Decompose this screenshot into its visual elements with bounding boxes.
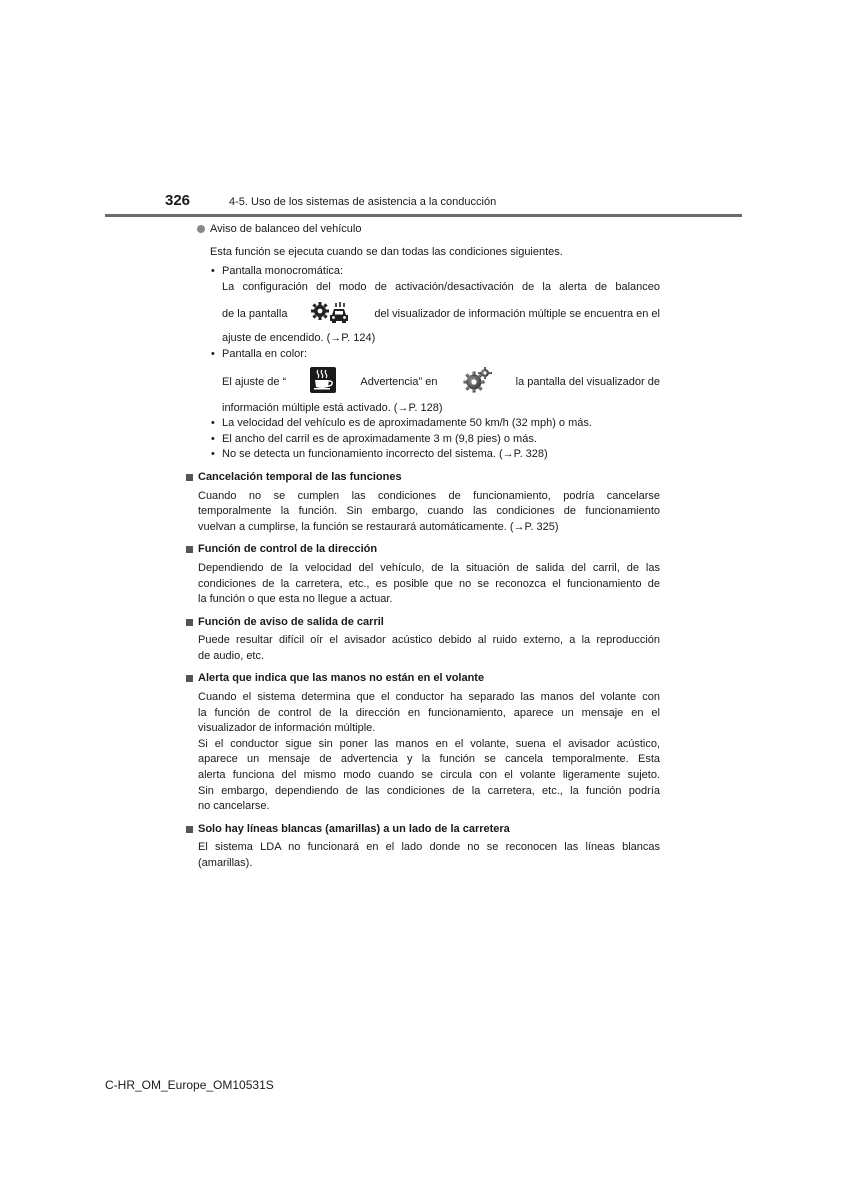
section-body-steering-control: Dependiendo de la velocidad del vehículo, de la situación de salida del carril, de las condiciones de la carretera, etc., es posible que no se reconozca el funcionamiento de la función o que esta no llegue a actuar. xyxy=(198,561,660,606)
list-item: • Pantalla monocromática: xyxy=(211,265,344,278)
color-icon-line xyxy=(222,365,660,401)
subsection-heading xyxy=(197,222,660,238)
coffee-cup-icon xyxy=(310,367,336,399)
color-word-3: la pantalla del visualizador de xyxy=(515,375,660,388)
color-label: Pantalla en color: xyxy=(222,347,307,360)
square-bullet-icon xyxy=(186,546,193,553)
list-item: • El ancho del carril es de aproximadamente 3 m (9,8 pies) o más. xyxy=(211,432,537,445)
mono-line-2-pre: de la pantalla xyxy=(222,307,288,320)
mono-icon-line xyxy=(222,299,660,329)
color-word-2: Advertencia” en xyxy=(360,375,438,388)
list-item: • La velocidad del vehículo es de aproximadamente 50 km/h (32 mph) o más. xyxy=(211,417,592,430)
subsection-title: Aviso de balanceo del vehículo xyxy=(210,223,362,235)
subsection-intro: Esta función se ejecuta cuando se dan todas las condiciones siguientes. xyxy=(210,245,563,258)
page-content xyxy=(185,222,660,872)
mono-line-3: ajuste de encendido. (→P. 124) xyxy=(222,332,376,345)
condition-lane-width: El ancho del carril es de aproximadamente 3 m (9,8 pies) o más. xyxy=(222,432,537,445)
circle-bullet-icon xyxy=(197,225,205,233)
header-divider xyxy=(105,214,742,217)
square-bullet-icon xyxy=(186,826,193,833)
condition-no-malfunction: No se detecta un funcionamiento incorrecto del sistema. (→P. 328) xyxy=(222,448,548,461)
section-body-single-side-lines: El sistema LDA no funcionará en el lado donde no se reconocen las líneas blancas (amarillas). xyxy=(198,841,660,869)
list-item: • Pantalla en color: xyxy=(211,347,307,360)
section-heading-hands-off-alert: Alerta que indica que las manos no están en el volante xyxy=(185,671,660,687)
section-body-hands-off-alert: Cuando el sistema determina que el conductor ha separado las manos del volante con la función de control de la dirección en funcionamiento, aparece un mensaje en el visualizador de información múltiple. Si el conductor sigue sin poner las manos en el volante, suena el avisador acústico, aparece un mensaje de advertencia y la función se cancela temporalmente. Esta alerta funciona del mismo modo cuando se circula con el volante ligeramente sujeto. Sin embargo, dependiendo de las condiciones de la carretera, etc., la función podría no cancelarse. xyxy=(198,691,660,813)
square-bullet-icon xyxy=(186,474,193,481)
section-body-lane-departure: Puede resultar difícil oír el avisador acústico debido al ruido externo, a la reproducción de audio, etc. xyxy=(198,634,660,662)
section-heading-single-side-lines: Solo hay líneas blancas (amarillas) a un lado de la carretera xyxy=(185,822,660,838)
color-word-1: El ajuste de “ xyxy=(222,375,287,388)
section-title: 4-5. Uso de los sistemas de asistencia a la conducción xyxy=(229,196,497,208)
section-heading-temporary-cancel: Cancelación temporal de las funciones xyxy=(185,470,660,486)
mono-line-2-post: del visualizador de información múltiple se encuentra en el xyxy=(374,307,660,320)
gear-icon xyxy=(462,367,492,399)
square-bullet-icon xyxy=(186,619,193,626)
mono-line-1: La configuración del modo de activación/desactivación de la alerta de balanceo xyxy=(222,280,660,293)
section-body-temporary-cancel: Cuando no se cumplen las condiciones de funcionamiento, podría cancelarse temporalmente la función. Sin embargo, cuando las condiciones de funcionamiento vuelvan a cumplirse, la función se restaurará automáticamente. (→P. 325) xyxy=(198,489,660,533)
gear-car-icon xyxy=(310,301,352,329)
list-item: • No se detecta un funcionamiento incorrecto del sistema. (→P. 328) xyxy=(211,448,548,461)
section-heading-steering-control: Función de control de la dirección xyxy=(185,542,660,558)
page-header xyxy=(0,190,848,220)
square-bullet-icon xyxy=(186,675,193,682)
condition-speed: La velocidad del vehículo es de aproximadamente 50 km/h (32 mph) o más. xyxy=(222,417,592,430)
footer-doc-id: C-HR_OM_Europe_OM10531S xyxy=(105,1078,274,1092)
mono-label: Pantalla monocromática: xyxy=(222,265,344,278)
page-number: 326 xyxy=(165,192,191,209)
color-line-2: información múltiple está activado. (→P. 128) xyxy=(222,401,443,414)
section-heading-lane-departure: Función de aviso de salida de carril xyxy=(185,615,660,631)
